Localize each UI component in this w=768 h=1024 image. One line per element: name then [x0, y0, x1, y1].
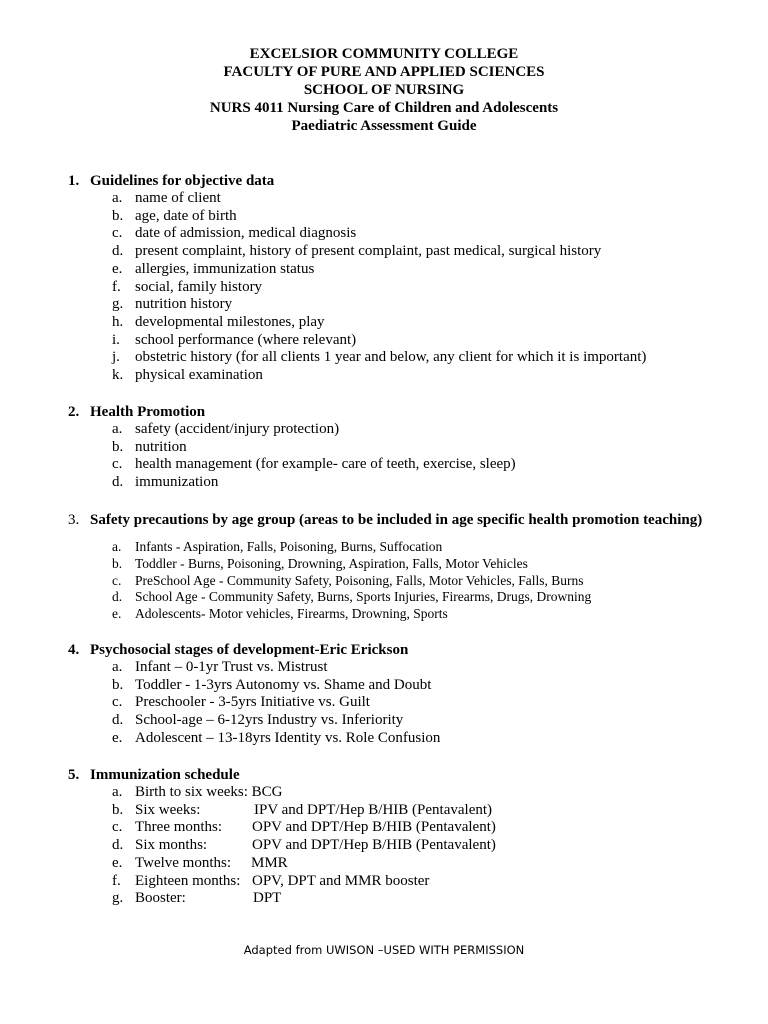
- schedule-row: [68, 855, 758, 873]
- item-letter: b.: [112, 207, 124, 224]
- item-text: school performance (where relevant): [135, 331, 357, 348]
- item-text: developmental milestones, play: [135, 313, 325, 330]
- item-letter: j.: [112, 349, 120, 366]
- footer-note: Adapted from UWISON –USED WITH PERMISSION: [243, 943, 525, 957]
- item-text: Adolescent – 13-18yrs Identity vs. Role Confusion: [135, 729, 441, 746]
- item-letter: b.: [112, 438, 124, 455]
- item-letter: c.: [112, 456, 123, 473]
- list-item: [68, 474, 758, 492]
- list-item: [68, 730, 758, 748]
- school-name: SCHOOL OF NURSING: [303, 82, 465, 98]
- list-item: [68, 208, 758, 226]
- item-list: [68, 190, 758, 385]
- item-letter: i.: [112, 331, 120, 348]
- item-text: PreSchool Age - Community Safety, Poisoning, Falls, Motor Vehicles, Falls, Burns: [135, 572, 584, 588]
- list-item: [68, 296, 758, 314]
- item-text: Infants - Aspiration, Falls, Poisoning, Burns, Suffocation: [135, 539, 443, 554]
- section-safety-precautions: [68, 511, 758, 623]
- list-item: [68, 589, 758, 606]
- item-letter: a.: [112, 539, 122, 554]
- item-text: safety (accident/injury protection): [135, 421, 340, 437]
- item-letter: b.: [112, 801, 124, 818]
- section-title: Psychosocial stages of development-Eric Erickson: [90, 642, 409, 658]
- item-letter: c.: [112, 225, 123, 242]
- item-text: obstetric history (for all clients 1 year and below, any client for which it is important): [135, 349, 647, 366]
- section-objective-data: [68, 172, 758, 385]
- section-heading: [68, 511, 758, 529]
- list-item: [68, 243, 758, 261]
- section-psychosocial-stages: [68, 641, 758, 748]
- schedule-row: [68, 873, 758, 891]
- list-item: [68, 694, 758, 712]
- item-letter: b.: [112, 555, 123, 571]
- section-title: Health Promotion: [90, 404, 206, 420]
- item-text: date of admission, medical diagnosis: [135, 225, 357, 242]
- item-text: health management (for example- care of teeth, exercise, sleep): [135, 456, 516, 473]
- item-letter: a.: [112, 784, 123, 800]
- schedule-age: Twelve months:: [135, 854, 232, 871]
- section-heading: [68, 172, 758, 190]
- item-letter: c.: [112, 819, 123, 836]
- item-text: Preschooler - 3-5yrs Initiative vs. Guilt: [135, 694, 370, 711]
- item-letter: d.: [112, 243, 124, 260]
- schedule-age: Birth to six weeks:: [135, 784, 248, 800]
- item-letter: d.: [112, 589, 123, 605]
- list-item: [68, 367, 758, 385]
- list-item: [68, 439, 758, 457]
- section-title: Safety precautions by age group (areas to be included in age specific health promotion teaching): [90, 512, 703, 528]
- item-text: Toddler - 1-3yrs Autonomy vs. Shame and Doubt: [135, 676, 432, 693]
- item-letter: a.: [112, 659, 123, 675]
- section-number: 3.: [68, 512, 80, 528]
- list-item: [68, 556, 758, 573]
- list-item: [68, 261, 758, 279]
- guide-title: Paediatric Assessment Guide: [291, 118, 477, 134]
- schedule-vaccine: BCG: [251, 784, 283, 800]
- schedule-row: [68, 819, 758, 837]
- list-item: [68, 712, 758, 730]
- item-letter: c.: [112, 694, 123, 711]
- schedule-age: Eighteen months:: [135, 872, 241, 889]
- item-text: nutrition: [135, 438, 187, 455]
- item-letter: h.: [112, 313, 124, 330]
- item-list: [68, 659, 758, 748]
- item-text: Toddler - Burns, Poisoning, Drowning, Aspiration, Falls, Motor Vehicles: [135, 555, 528, 571]
- item-letter: f.: [112, 872, 121, 889]
- schedule-age: Six months:: [135, 837, 208, 854]
- item-letter: a.: [112, 421, 123, 437]
- section-heading: [68, 403, 758, 421]
- schedule-vaccine: IPV and DPT/Hep B/HIB (Pentavalent): [254, 801, 493, 818]
- item-list: [68, 539, 758, 623]
- schedule-row: [68, 802, 758, 820]
- section-heading: [68, 766, 758, 784]
- section-number: 5.: [68, 767, 80, 783]
- item-letter: d.: [112, 837, 124, 854]
- list-item: [68, 573, 758, 590]
- item-letter: g.: [112, 296, 124, 313]
- item-text: age, date of birth: [135, 207, 237, 224]
- list-item: [68, 314, 758, 332]
- item-text: present complaint, history of present complaint, past medical, surgical history: [135, 243, 602, 260]
- item-letter: e.: [112, 729, 123, 746]
- list-item: [68, 190, 758, 208]
- list-item: [68, 279, 758, 297]
- list-item: [68, 456, 758, 474]
- schedule-vaccine: OPV and DPT/Hep B/HIB (Pentavalent): [252, 819, 496, 836]
- list-item: [68, 539, 758, 556]
- section-health-promotion: [68, 403, 758, 492]
- section-number: 4.: [68, 642, 80, 658]
- section-title: Guidelines for objective data: [90, 173, 275, 189]
- item-text: nutrition history: [135, 296, 233, 313]
- item-letter: f.: [112, 278, 121, 295]
- item-text: social, family history: [135, 278, 263, 295]
- item-text: immunization: [135, 474, 219, 491]
- schedule-row: [68, 890, 758, 908]
- item-letter: d.: [112, 712, 124, 729]
- list-item: [68, 421, 758, 439]
- item-letter: g.: [112, 890, 124, 907]
- item-list: [68, 421, 758, 492]
- schedule-age: Three months:: [135, 819, 223, 836]
- section-title: Immunization schedule: [90, 767, 240, 783]
- list-item: [68, 332, 758, 350]
- schedule-age: Six weeks:: [135, 801, 201, 818]
- item-letter: e.: [112, 260, 123, 277]
- faculty-name: FACULTY OF PURE AND APPLIED SCIENCES: [223, 64, 545, 80]
- item-letter: k.: [112, 367, 124, 384]
- schedule-age: Booster:: [135, 890, 186, 907]
- list-item: [68, 225, 758, 243]
- list-item: [68, 677, 758, 695]
- schedule-vaccine: MMR: [251, 854, 288, 871]
- schedule-row: [68, 837, 758, 855]
- schedule-row: [68, 784, 758, 802]
- schedule-vaccine: DPT: [253, 890, 282, 907]
- item-letter: e.: [112, 606, 122, 622]
- section-number: 1.: [68, 173, 80, 189]
- item-text: name of client: [135, 190, 221, 206]
- section-number: 2.: [68, 404, 80, 420]
- item-letter: d.: [112, 474, 124, 491]
- list-item: [68, 606, 758, 623]
- item-text: physical examination: [135, 367, 263, 384]
- item-text: Adolescents- Motor vehicles, Firearms, Drowning, Sports: [135, 606, 448, 622]
- item-text: allergies, immunization status: [135, 260, 315, 277]
- item-letter: c.: [112, 572, 122, 588]
- list-item: [68, 349, 758, 367]
- item-text: Infant – 0-1yr Trust vs. Mistrust: [135, 659, 328, 675]
- section-immunization-schedule: [68, 766, 758, 908]
- schedule-vaccine: OPV, DPT and MMR booster: [252, 872, 430, 889]
- schedule-vaccine: OPV and DPT/Hep B/HIB (Pentavalent): [252, 837, 496, 854]
- item-letter: b.: [112, 676, 124, 693]
- schedule-list: [68, 784, 758, 908]
- section-heading: [68, 641, 758, 659]
- document-header: [0, 45, 768, 135]
- item-letter: a.: [112, 190, 123, 206]
- item-letter: e.: [112, 854, 123, 871]
- course-title: NURS 4011 Nursing Care of Children and Adolescents: [209, 100, 559, 116]
- item-text: School-age – 6-12yrs Industry vs. Inferiority: [135, 712, 404, 729]
- college-name: EXCELSIOR COMMUNITY COLLEGE: [249, 46, 519, 62]
- list-item: [68, 659, 758, 677]
- item-text: School Age - Community Safety, Burns, Sports Injuries, Firearms, Drugs, Drowning: [135, 589, 592, 605]
